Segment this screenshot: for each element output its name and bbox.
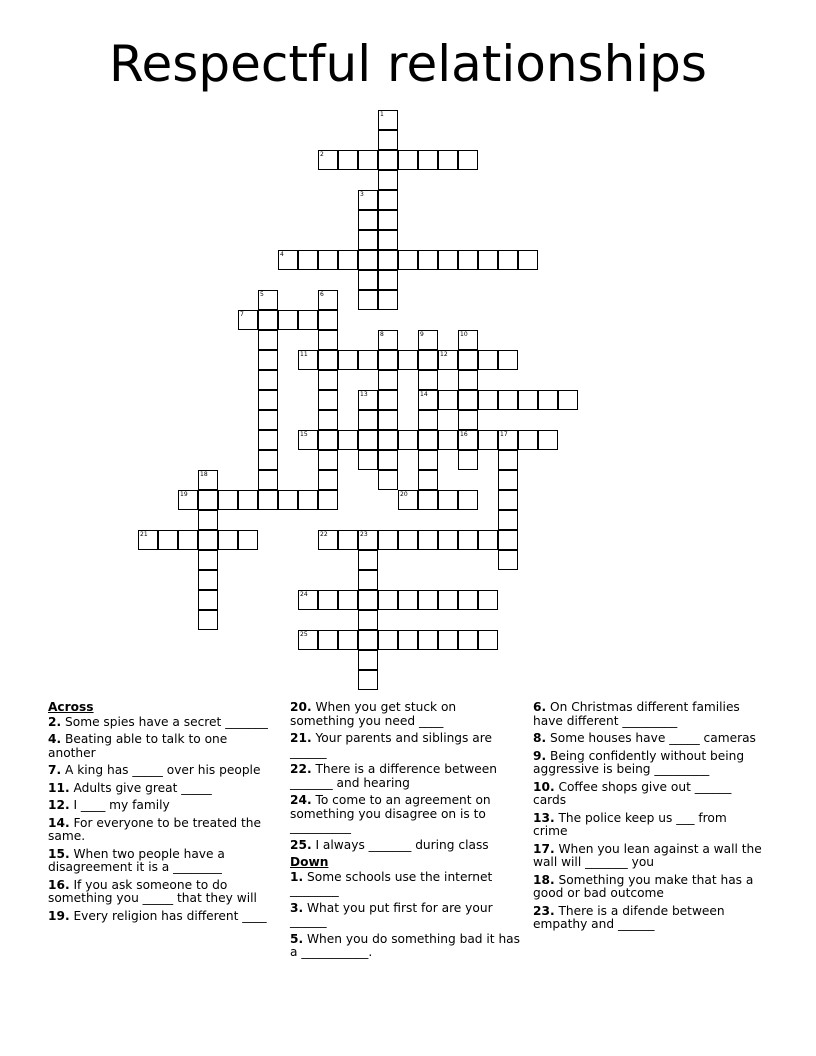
grid-cell[interactable] xyxy=(438,590,458,610)
grid-cell[interactable] xyxy=(298,310,318,330)
grid-cell[interactable] xyxy=(378,130,398,150)
grid-cell[interactable] xyxy=(438,490,458,510)
clue-item-number: 10. xyxy=(533,779,555,794)
grid-cell[interactable] xyxy=(278,250,298,270)
grid-cell[interactable] xyxy=(358,590,378,610)
clue-item-number: 15. xyxy=(48,846,70,861)
clue-item xyxy=(533,874,765,901)
grid-cell[interactable] xyxy=(358,290,378,310)
grid-cell[interactable] xyxy=(398,430,418,450)
grid-cell[interactable] xyxy=(358,630,378,650)
clue-number: 12 xyxy=(440,351,448,358)
clue-number: 5 xyxy=(260,291,264,298)
grid-cell[interactable] xyxy=(438,350,458,370)
clue-item-number: 3. xyxy=(290,900,304,915)
grid-cell[interactable] xyxy=(298,350,318,370)
grid-cell[interactable] xyxy=(398,250,418,270)
clue-item xyxy=(48,879,278,906)
grid-cell[interactable] xyxy=(458,370,478,390)
grid-cell[interactable] xyxy=(258,450,278,470)
clues-heading: Across xyxy=(48,700,94,714)
grid-cell[interactable] xyxy=(498,490,518,510)
grid-cell[interactable] xyxy=(318,590,338,610)
clue-item-text: When you lean against a wall the wall will _______ you xyxy=(533,841,762,869)
grid-cell[interactable] xyxy=(498,510,518,530)
grid-cell[interactable] xyxy=(418,530,438,550)
grid-cell[interactable] xyxy=(318,350,338,370)
clue-number: 25 xyxy=(300,631,308,638)
grid-cell[interactable] xyxy=(338,530,358,550)
grid-cell[interactable] xyxy=(318,390,338,410)
grid-cell[interactable] xyxy=(198,570,218,590)
clue-item-number: 6. xyxy=(533,700,547,714)
clue-item-text: There is a difende between empathy and ______ xyxy=(533,903,725,931)
clue-item xyxy=(48,817,278,844)
grid-cell[interactable] xyxy=(398,630,418,650)
clue-number: 20 xyxy=(400,491,408,498)
clue-item-text: When you get stuck on something you need ____ xyxy=(290,700,457,728)
clue-number: 11 xyxy=(300,351,308,358)
grid-cell[interactable] xyxy=(298,250,318,270)
grid-cell[interactable] xyxy=(378,630,398,650)
clue-item-text: The police keep us ___ from crime xyxy=(533,810,727,838)
grid-cell[interactable] xyxy=(318,150,338,170)
grid-cell[interactable] xyxy=(338,630,358,650)
clue-item-number: 11. xyxy=(48,780,70,795)
grid-cell[interactable] xyxy=(418,370,438,390)
grid-cell[interactable] xyxy=(198,530,218,550)
clue-item xyxy=(48,799,278,813)
grid-cell[interactable] xyxy=(318,290,338,310)
clue-number: 1 xyxy=(380,111,384,118)
grid-cell[interactable] xyxy=(398,590,418,610)
grid-cell[interactable] xyxy=(418,490,438,510)
clue-item-number: 24. xyxy=(290,793,312,807)
grid-cell[interactable] xyxy=(458,350,478,370)
clues-column-1 xyxy=(48,701,278,927)
clue-number: 22 xyxy=(320,531,328,538)
clue-number: 4 xyxy=(280,251,284,258)
grid-cell[interactable] xyxy=(198,610,218,630)
clue-number: 6 xyxy=(320,291,324,298)
grid-cell[interactable] xyxy=(378,350,398,370)
grid-cell[interactable] xyxy=(358,670,378,690)
grid-cell[interactable] xyxy=(478,250,498,270)
grid-cell[interactable] xyxy=(418,410,438,430)
clues-column-3 xyxy=(533,701,765,936)
grid-cell[interactable] xyxy=(358,450,378,470)
grid-cell[interactable] xyxy=(538,390,558,410)
clue-item-text: I ____ my family xyxy=(69,798,170,812)
grid-cell[interactable] xyxy=(358,650,378,670)
grid-cell[interactable] xyxy=(418,350,438,370)
grid-cell[interactable] xyxy=(198,470,218,490)
grid-cell[interactable] xyxy=(418,590,438,610)
clue-item-text: If you ask someone to do something you _____ that they will xyxy=(48,877,257,905)
grid-cell[interactable] xyxy=(458,530,478,550)
grid-cell[interactable] xyxy=(258,430,278,450)
grid-cell[interactable] xyxy=(498,390,518,410)
clue-number: 8 xyxy=(380,331,384,338)
grid-cell[interactable] xyxy=(318,450,338,470)
grid-cell[interactable] xyxy=(358,410,378,430)
grid-cell[interactable] xyxy=(498,450,518,470)
clue-item-text: Coffee shops give out ______ cards xyxy=(533,779,732,807)
grid-cell[interactable] xyxy=(418,330,438,350)
clue-item xyxy=(48,782,278,796)
grid-cell[interactable] xyxy=(338,150,358,170)
grid-cell[interactable] xyxy=(498,470,518,490)
clue-item-text: Some schools use the internet ________ xyxy=(290,869,493,897)
grid-cell[interactable] xyxy=(478,590,498,610)
grid-cell[interactable] xyxy=(258,470,278,490)
grid-cell[interactable] xyxy=(378,150,398,170)
clue-number: 7 xyxy=(240,311,244,318)
grid-cell[interactable] xyxy=(378,170,398,190)
grid-cell[interactable] xyxy=(398,530,418,550)
grid-cell[interactable] xyxy=(438,250,458,270)
grid-cell[interactable] xyxy=(498,250,518,270)
clue-number: 3 xyxy=(360,191,364,198)
grid-cell[interactable] xyxy=(418,630,438,650)
grid-cell[interactable] xyxy=(358,230,378,250)
grid-cell[interactable] xyxy=(318,530,338,550)
grid-cell[interactable] xyxy=(478,530,498,550)
clue-item-number: 13. xyxy=(533,810,555,825)
clue-number: 18 xyxy=(200,471,208,478)
clue-number: 13 xyxy=(360,391,368,398)
grid-cell[interactable] xyxy=(318,370,338,390)
page-title: Respectful relationships xyxy=(109,35,707,93)
grid-cell[interactable] xyxy=(218,530,238,550)
grid-cell[interactable] xyxy=(538,430,558,450)
grid-cell[interactable] xyxy=(378,290,398,310)
clue-item xyxy=(290,933,520,960)
clue-number: 15 xyxy=(300,431,308,438)
clue-item-number: 21. xyxy=(290,731,312,745)
grid-cell[interactable] xyxy=(378,230,398,250)
grid-cell[interactable] xyxy=(458,250,478,270)
grid-cell[interactable] xyxy=(378,110,398,130)
clues-column-2 xyxy=(290,701,520,964)
clue-item-text: There is a difference between _______ and hearing xyxy=(290,762,497,790)
grid-cell[interactable] xyxy=(398,150,418,170)
clue-item xyxy=(533,781,765,808)
grid-cell[interactable] xyxy=(338,350,358,370)
grid-cell[interactable] xyxy=(198,510,218,530)
clue-item-number: 12. xyxy=(48,798,70,812)
clue-item-text: When you do something bad it has a ___________. xyxy=(290,931,521,959)
clue-item-number: 14. xyxy=(48,815,70,830)
grid-cell[interactable] xyxy=(298,590,318,610)
clue-item-text: What you put first for are your ______ xyxy=(290,900,493,928)
clue-item xyxy=(48,764,278,778)
grid-cell[interactable] xyxy=(398,490,418,510)
clue-item xyxy=(533,905,765,932)
grid-cell[interactable] xyxy=(318,330,338,350)
grid-cell[interactable] xyxy=(378,410,398,430)
clue-item-text: Beating able to talk to one another xyxy=(48,732,228,760)
grid-cell[interactable] xyxy=(458,630,478,650)
grid-cell[interactable] xyxy=(458,490,478,510)
grid-cell[interactable] xyxy=(478,430,498,450)
grid-cell[interactable] xyxy=(258,370,278,390)
grid-cell[interactable] xyxy=(418,430,438,450)
clue-item-number: 19. xyxy=(48,908,70,923)
clue-item-number: 8. xyxy=(533,731,547,745)
clue-item xyxy=(290,902,520,929)
grid-cell[interactable] xyxy=(338,430,358,450)
clue-item-number: 17. xyxy=(533,841,555,856)
clue-item-text: To come to an agreement on something you disagree on is to __________ xyxy=(290,793,491,834)
grid-cell[interactable] xyxy=(498,350,518,370)
grid-cell[interactable] xyxy=(218,490,238,510)
clue-item-number: 7. xyxy=(48,763,62,777)
clue-item-number: 16. xyxy=(48,877,70,892)
clue-item-number: 25. xyxy=(290,837,312,852)
grid-cell[interactable] xyxy=(378,370,398,390)
grid-cell[interactable] xyxy=(438,530,458,550)
grid-cell[interactable] xyxy=(138,530,158,550)
grid-cell[interactable] xyxy=(478,390,498,410)
grid-cell[interactable] xyxy=(358,430,378,450)
clue-item-number: 22. xyxy=(290,762,312,776)
grid-cell[interactable] xyxy=(458,590,478,610)
grid-cell[interactable] xyxy=(438,390,458,410)
clue-number: 10 xyxy=(460,331,468,338)
clue-item-text: Adults give great _____ xyxy=(69,780,212,795)
grid-cell[interactable] xyxy=(238,310,258,330)
clue-item xyxy=(290,794,520,835)
clue-number: 14 xyxy=(420,391,428,398)
clue-item xyxy=(290,763,520,790)
grid-cell[interactable] xyxy=(458,430,478,450)
clue-item-number: 18. xyxy=(533,872,555,887)
grid-cell[interactable] xyxy=(318,490,338,510)
clue-item-number: 23. xyxy=(533,903,555,918)
grid-cell[interactable] xyxy=(258,410,278,430)
grid-cell[interactable] xyxy=(178,490,198,510)
grid-cell[interactable] xyxy=(378,430,398,450)
grid-cell[interactable] xyxy=(338,590,358,610)
grid-cell[interactable] xyxy=(298,630,318,650)
grid-cell[interactable] xyxy=(378,590,398,610)
grid-cell[interactable] xyxy=(378,190,398,210)
grid-cell[interactable] xyxy=(438,150,458,170)
grid-cell[interactable] xyxy=(358,350,378,370)
grid-cell[interactable] xyxy=(198,590,218,610)
grid-cell[interactable] xyxy=(518,390,538,410)
clue-item xyxy=(290,701,520,728)
clue-item-number: 9. xyxy=(533,748,547,763)
clue-item xyxy=(48,910,278,924)
grid-cell[interactable] xyxy=(358,250,378,270)
grid-cell[interactable] xyxy=(418,390,438,410)
grid-cell[interactable] xyxy=(378,470,398,490)
clue-number: 19 xyxy=(180,491,188,498)
clue-item-number: 5. xyxy=(290,931,304,946)
grid-cell[interactable] xyxy=(418,450,438,470)
grid-cell[interactable] xyxy=(458,410,478,430)
grid-cell[interactable] xyxy=(258,290,278,310)
clue-item xyxy=(290,871,520,898)
clue-item xyxy=(533,732,765,746)
clue-item xyxy=(290,839,520,853)
clue-item-number: 2. xyxy=(48,714,62,729)
clue-item xyxy=(533,843,765,870)
grid-cell[interactable] xyxy=(298,490,318,510)
clue-item-text: Something you make that has a good or bad outcome xyxy=(533,872,754,900)
grid-cell[interactable] xyxy=(318,630,338,650)
grid-cell[interactable] xyxy=(258,310,278,330)
clue-item xyxy=(48,733,278,760)
clue-item xyxy=(48,848,278,875)
grid-cell[interactable] xyxy=(458,150,478,170)
clue-number: 17 xyxy=(500,431,508,438)
grid-cell[interactable] xyxy=(198,490,218,510)
clue-item-number: 20. xyxy=(290,700,312,714)
grid-cell[interactable] xyxy=(378,450,398,470)
grid-cell[interactable] xyxy=(238,530,258,550)
grid-cell[interactable] xyxy=(258,350,278,370)
grid-cell[interactable] xyxy=(438,630,458,650)
clue-item xyxy=(533,701,765,728)
clue-item-text: When two people have a disagreement it is a ________ xyxy=(48,846,225,874)
grid-cell[interactable] xyxy=(378,530,398,550)
grid-cell[interactable] xyxy=(478,630,498,650)
grid-cell[interactable] xyxy=(378,210,398,230)
grid-cell[interactable] xyxy=(498,430,518,450)
grid-cell[interactable] xyxy=(378,390,398,410)
grid-cell[interactable] xyxy=(558,390,578,410)
clue-item-text: Being confidently without being aggressive is being _________ xyxy=(533,748,745,776)
clue-item-text: Your parents and siblings are ______ xyxy=(290,731,492,759)
grid-cell[interactable] xyxy=(238,490,258,510)
clue-item xyxy=(533,750,765,777)
grid-cell[interactable] xyxy=(518,250,538,270)
grid-cell[interactable] xyxy=(318,410,338,430)
grid-cell[interactable] xyxy=(358,610,378,630)
grid-cell[interactable] xyxy=(278,490,298,510)
grid-cell[interactable] xyxy=(498,550,518,570)
grid-cell[interactable] xyxy=(358,550,378,570)
grid-cell[interactable] xyxy=(158,530,178,550)
grid-cell[interactable] xyxy=(258,490,278,510)
grid-cell[interactable] xyxy=(318,470,338,490)
grid-cell[interactable] xyxy=(318,250,338,270)
grid-cell[interactable] xyxy=(478,350,498,370)
grid-cell[interactable] xyxy=(258,330,278,350)
clue-item xyxy=(533,812,765,839)
clue-item-text: Some spies have a secret _______ xyxy=(61,714,268,729)
clue-item-number: 4. xyxy=(48,732,62,746)
clue-item-text: On Christmas different families have different _________ xyxy=(533,700,740,728)
clue-item-number: 1. xyxy=(290,869,304,884)
clue-number: 24 xyxy=(300,591,308,598)
clue-number: 23 xyxy=(360,531,368,538)
grid-cell[interactable] xyxy=(418,250,438,270)
grid-cell[interactable] xyxy=(358,210,378,230)
grid-cell[interactable] xyxy=(458,450,478,470)
grid-cell[interactable] xyxy=(378,270,398,290)
grid-cell[interactable] xyxy=(358,570,378,590)
grid-cell[interactable] xyxy=(318,430,338,450)
clue-item xyxy=(48,716,278,730)
grid-cell[interactable] xyxy=(418,150,438,170)
grid-cell[interactable] xyxy=(378,250,398,270)
grid-cell[interactable] xyxy=(458,390,478,410)
grid-cell[interactable] xyxy=(358,190,378,210)
clues-heading: Down xyxy=(290,855,329,869)
grid-cell[interactable] xyxy=(358,150,378,170)
grid-cell[interactable] xyxy=(358,270,378,290)
grid-cell[interactable] xyxy=(358,390,378,410)
clue-number: 21 xyxy=(140,531,148,538)
clue-number: 16 xyxy=(460,431,468,438)
grid-cell[interactable] xyxy=(438,430,458,450)
grid-cell[interactable] xyxy=(518,430,538,450)
grid-cell[interactable] xyxy=(198,550,218,570)
clue-item-text: I always _______ during class xyxy=(311,837,489,852)
clue-item-text: Every religion has different ____ xyxy=(69,908,267,923)
grid-cell[interactable] xyxy=(178,530,198,550)
clue-item-text: For everyone to be treated the same. xyxy=(48,815,261,843)
clue-number: 9 xyxy=(420,331,424,338)
grid-cell[interactable] xyxy=(298,430,318,450)
clue-item-text: A king has _____ over his people xyxy=(61,763,261,777)
clue-item-text: Some houses have _____ cameras xyxy=(546,731,756,745)
grid-cell[interactable] xyxy=(338,250,358,270)
grid-cell[interactable] xyxy=(498,530,518,550)
grid-cell[interactable] xyxy=(318,310,338,330)
grid-cell[interactable] xyxy=(418,470,438,490)
grid-cell[interactable] xyxy=(358,530,378,550)
grid-cell[interactable] xyxy=(378,330,398,350)
grid-cell[interactable] xyxy=(398,350,418,370)
grid-cell[interactable] xyxy=(278,310,298,330)
grid-cell[interactable] xyxy=(258,390,278,410)
clue-item xyxy=(290,732,520,759)
clue-number: 2 xyxy=(320,151,324,158)
grid-cell[interactable] xyxy=(458,330,478,350)
